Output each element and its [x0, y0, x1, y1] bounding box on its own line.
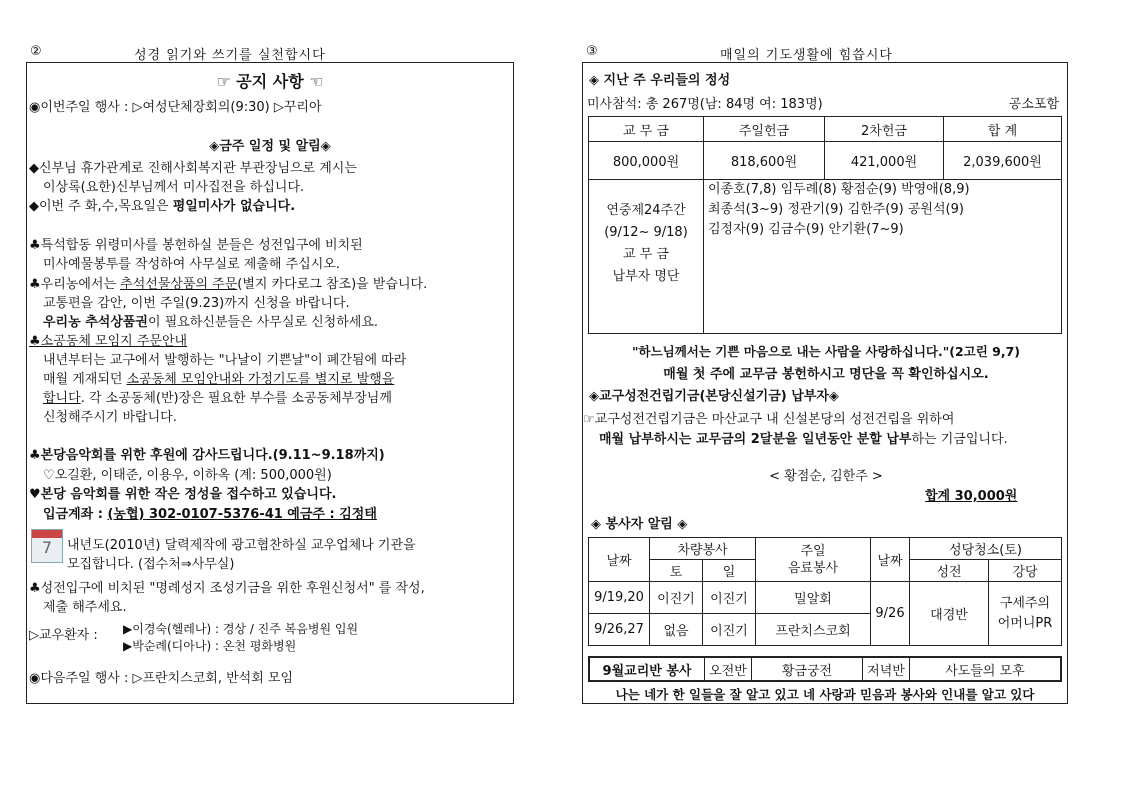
volunteer-title: ◈ 봉사자 알림 ◈: [591, 517, 688, 532]
fund-desc-1: ☞교구성전건립기금은 마산교구 내 신설본당의 성전건립을 위하여: [583, 412, 955, 427]
catechism-label: 9월교리반 봉사: [589, 657, 705, 681]
clean-hall: 구세주의 어머니PR: [989, 582, 1062, 646]
catechism-table: [588, 656, 1062, 682]
next-week-events: ◉다음주일 행사 : ▷프란치스코회, 반석회 모임: [29, 671, 294, 686]
left-page-header: 성경 읽기와 쓰기를 실천합시다: [134, 48, 326, 63]
vol-header-cleaning: 성당청소(토): [910, 538, 1062, 560]
notice-woorinong-3: 우리농 추석상품권이 필요하신분들은 사무실로 신청하세요.: [43, 315, 379, 330]
concert-thanks: ♣본당음악회를 위한 후원에 감사드립니다.(9.11~9.18까지): [29, 448, 385, 463]
notice-community-1: 내년부터는 교구에서 발행하는 "나날이 기쁜날"이 폐간됨에 따라: [43, 353, 407, 368]
offering-panel: [582, 62, 1068, 704]
vol-header-row-1: [589, 538, 1062, 560]
value-second: 421,000원: [825, 142, 944, 180]
fund-title: ◈교구성전건립기금(본당신설기금) 납부자◈: [589, 389, 839, 404]
fund-desc-2: 매월 납부하시는 교무금의 2달분을 일년동안 분할 납부하는 기금입니다.: [599, 432, 1008, 447]
fund-total: 합계 30,000원: [925, 489, 1018, 504]
notice-no-mass: ◆이번 주 화,수,목요일은 평일미사가 없습니다.: [29, 199, 296, 214]
vol-row-sun: 이진기: [703, 614, 756, 646]
right-page-header: 매일의 기도생활에 힘씁시다: [720, 48, 893, 63]
value-total: 2,039,600원: [944, 142, 1062, 180]
catechism-morning-team: 황금궁전: [752, 657, 863, 681]
vol-row-sun: 이진기: [703, 582, 756, 614]
patient-2: ▶박순례(디아나) : 온천 평화병원: [123, 639, 297, 653]
patients-label: ▷교우환자 :: [29, 628, 98, 643]
vol-header-date: 날짜: [589, 538, 650, 582]
fund-names: < 황점순, 김한주 >: [769, 469, 883, 484]
notice-community-2: 매월 게재되던 소공동체 모임안내와 가정기도를 별지로 발행을: [43, 372, 395, 387]
notice-community-4: 신청해주시기 바랍니다.: [43, 410, 177, 425]
vol-header-sun: 일: [703, 560, 756, 582]
attendance-note: 공소포함: [1008, 97, 1059, 112]
notice-woorinong-1: ♣우리농에서는 추석선물상품의 주문(별지 카다로그 참조)을 받습니다.: [29, 277, 428, 292]
header-sunday: 주일헌금: [704, 117, 825, 142]
events-this-week: ◉이번주일 행사 : ▷여성단체장회의(9:30) ▷꾸리아: [29, 100, 322, 115]
payers-period: 연중제24주간 (9/12~ 9/18) 교 무 금 납부자 명단: [589, 180, 704, 334]
offering-header-row: [589, 117, 1062, 142]
calendar-icon: 7: [31, 529, 63, 563]
vol-header-drinks: 주일 음료봉사: [756, 538, 871, 582]
notice-title: ☞ 공지 사항 ☜: [216, 72, 324, 91]
attendance: 미사참석: 총 267명(남: 84명 여: 183명): [587, 97, 823, 112]
vol-row-sat: 이진기: [650, 582, 703, 614]
value-sunday: 818,600원: [704, 142, 825, 180]
header-total: 합 계: [944, 117, 1062, 142]
concert-offer: ♥본당 음악회를 위한 작은 정성을 접수하고 있습니다.: [29, 487, 337, 502]
value-dues: 800,000원: [589, 142, 704, 180]
catechism-morning: 오전반: [705, 657, 752, 681]
notice-woorinong-2: 교통편을 감안, 이번 주일(9.23)까지 신청을 바랍니다.: [43, 296, 350, 311]
offering-values-row: [589, 142, 1062, 180]
vol-row-drinks: 밀알회: [756, 582, 871, 614]
vol-row-sat: 없음: [650, 614, 703, 646]
dues-reminder: 매월 첫 주에 교무금 봉헌하시고 명단을 꼭 확인하십시오.: [663, 367, 989, 382]
payers-row: [589, 180, 1062, 334]
bank-account: 입금계좌 : (농협) 302-0107-5376-41 예금주 : 김정태: [43, 507, 377, 522]
clean-date: 9/26: [871, 582, 910, 646]
catechism-evening-team: 사도들의 모후: [910, 657, 1062, 681]
shrine-fund-1: ♣성전입구에 비치된 "명례성지 조성기금을 위한 후원신청서" 를 작성,: [29, 581, 425, 596]
offering-table: [588, 116, 1062, 334]
vol-header-date2: 날짜: [871, 538, 910, 582]
vol-header-sat: 토: [650, 560, 703, 582]
header-dues: 교 무 금: [589, 117, 704, 142]
offering-title: ◈ 지난 주 우리들의 정성: [589, 73, 731, 88]
header-second: 2차헌금: [825, 117, 944, 142]
notice-priest-1: ◆신부님 휴가관계로 진해사회복지관 부관장님으로 계시는: [29, 161, 357, 176]
footer-verse: 나는 네가 한 일들을 잘 알고 있고 네 사랑과 믿음과 봉사와 인내를 알고 있다: [615, 687, 1035, 702]
notice-memorial-1: ♣특석합동 위령미사를 봉헌하실 분들은 성전입구에 비치된: [29, 238, 363, 253]
vol-row: [589, 582, 1062, 614]
vol-row-date: 9/26,27: [589, 614, 650, 646]
vol-row-date: 9/19,20: [589, 582, 650, 614]
volunteer-table: [588, 537, 1062, 646]
left-page-number: ②: [30, 44, 42, 59]
vol-header-sanctuary: 성전: [910, 560, 989, 582]
vol-header-hall: 강당: [989, 560, 1062, 582]
patient-1: ▶이경숙(헬레나) : 경상 / 진주 복음병원 입원: [123, 622, 359, 636]
payers-list: 이종호(7,8) 임두례(8) 황점순(9) 박영애(8,9) 최종석(3~9) 정관기(9) 김한주(9) 공원석(9) 김정자(9) 김금수(9) 안기환(7~9): [704, 180, 1062, 334]
notice-memorial-2: 미사예물봉투를 작성하여 사무실로 제출해 주십시오.: [43, 257, 340, 272]
catechism-evening: 저녁반: [863, 657, 910, 681]
notice-panel: [26, 62, 514, 704]
right-page-number: ③: [586, 44, 598, 59]
schedule-title: ◈금주 일정 및 알림◈: [209, 139, 331, 154]
scripture-verse: "하느님께서는 기쁜 마음으로 내는 사람을 사랑하십니다."(2고린 9,7): [631, 344, 1021, 359]
concert-donors: ♡오길환, 이태준, 이용우, 이하옥 (계: 500,000원): [43, 468, 332, 483]
vol-row-drinks: 프란치스코회: [756, 614, 871, 646]
notice-community-3: 합니다. 각 소공동체(반)장은 필요한 부수를 소공동체부장님께: [43, 391, 392, 406]
notice-priest-2: 이상록(요한)신부님께서 미사집전을 하십니다.: [43, 180, 305, 195]
notice-community-title: ♣소공동체 모임지 주문안내: [29, 334, 188, 349]
calendar-ad-2: 모집합니다. (접수처⇒사무실): [67, 557, 235, 572]
clean-sanctuary: 대경반: [910, 582, 989, 646]
shrine-fund-2: 제출 해주세요.: [43, 600, 127, 615]
catechism-row: [589, 657, 1061, 681]
vol-header-vehicle: 차량봉사: [650, 538, 756, 560]
calendar-ad-1: 내년도(2010년) 달력제작에 광고협찬하실 교우업체나 기관을: [67, 538, 416, 553]
